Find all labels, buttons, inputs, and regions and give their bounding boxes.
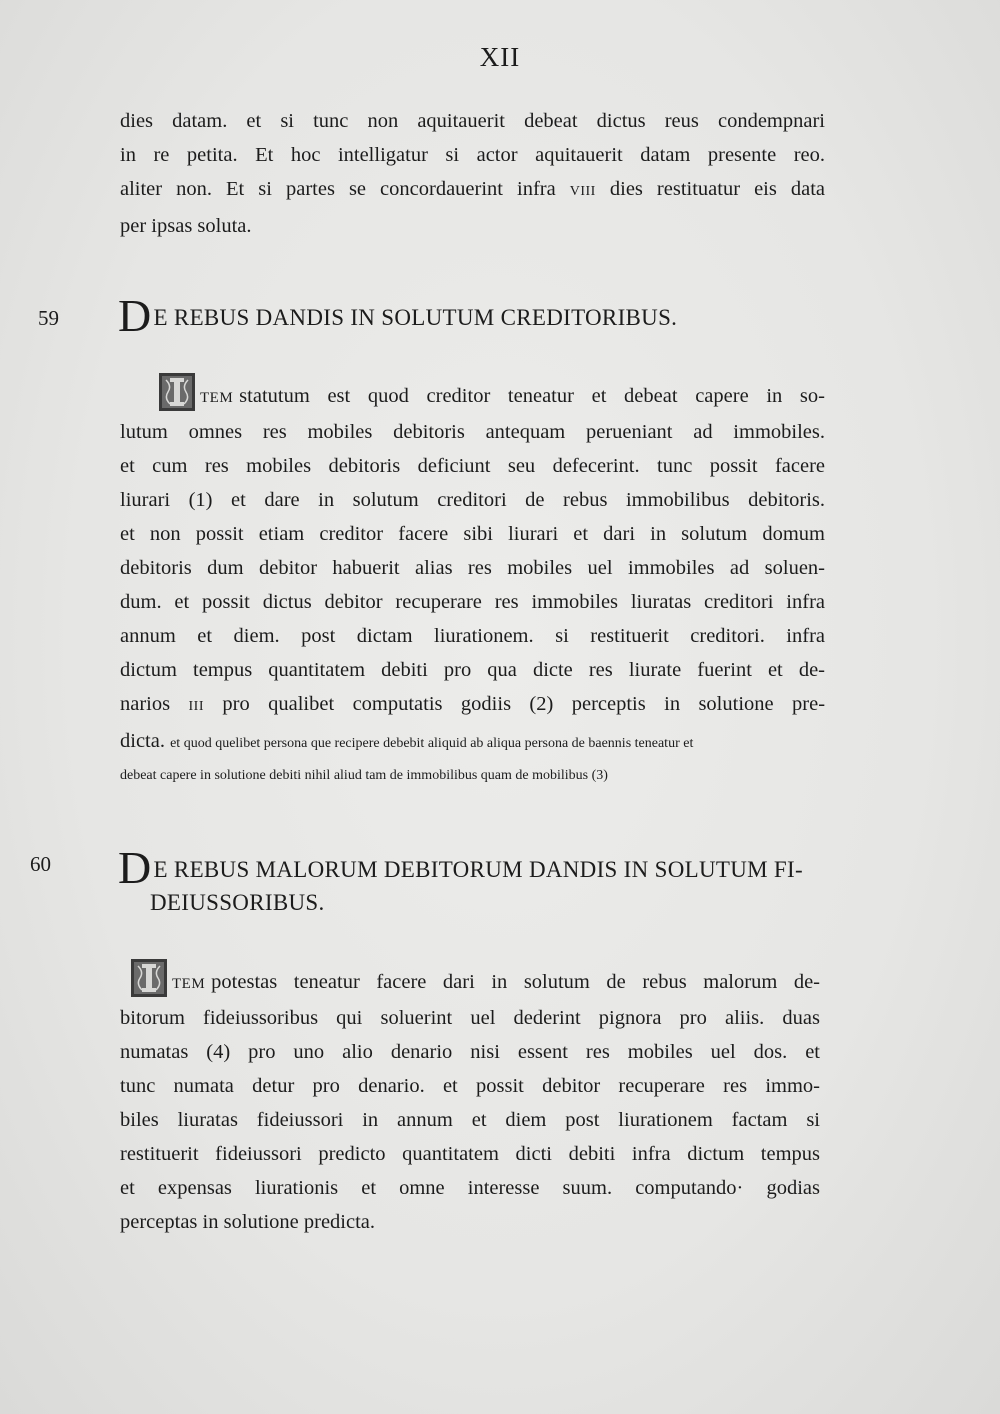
text-line: liurari (1) et dare in solutum creditori de rebus immobilibus debitoris. [120, 489, 825, 511]
heading-continuation: DEIUSSORIBUS. [150, 890, 325, 915]
text-line: aliter non. Et si partes se concordauerint infra VIII dies restituatur eis data [120, 178, 826, 200]
text-line: biles liuratas fideiussori in annum et diem post liurationem factam si [120, 1109, 820, 1131]
text-line: lutum omnes res mobiles debitoris antequam perueniant ad immobiles. [120, 421, 825, 443]
text-line: per ipsas soluta. [120, 215, 252, 237]
small-text-line: debeat capere in solutione debiti nihil aliud tam de immobilibus quam de mobilibus (3) [120, 768, 608, 783]
section-60-paragraph [120, 958, 820, 1239]
text-line: bitorum fideiussoribus qui soluerint uel dederint pignora pro aliis. duas [120, 1007, 820, 1029]
margin-number: 59 [38, 306, 59, 330]
text-line: perceptas in solutione predicta. [120, 1211, 376, 1233]
section-heading [118, 842, 838, 918]
text-line: TEM statutum est quod creditor teneatur et debeat capere in so- [120, 372, 825, 415]
text-line: dum. et possit dictus debitor recuperare res immobiles liuratas creditori infra [120, 591, 825, 613]
text-line: dicta. et quod quelibet persona que recipere debebit aliquid ab aliqua persona de baennis teneatur et [120, 730, 694, 752]
roman-numeral: VIII [569, 184, 596, 199]
text-line: numatas (4) pro uno alio denario nisi essent res mobiles uel dos. et [120, 1041, 820, 1063]
text-line: et expensas liurationis et omne interesse suum. computando· godias [120, 1177, 820, 1199]
decorated-initial-icon [158, 372, 196, 412]
text-line: tunc numata detur pro denario. et possit debitor recuperare res immo- [120, 1075, 820, 1097]
section-59-paragraph [120, 372, 825, 792]
text-line: in re petita. Et hoc intelligatur si actor aquitauerit datam presente reo. [120, 144, 825, 166]
initial-tail: TEM [200, 390, 234, 406]
text-line: annum et diem. post dictam liurationem. si restituerit creditori. infra [120, 625, 825, 647]
initial-tail: TEM [172, 976, 206, 992]
heading-initial: D [118, 842, 152, 893]
heading-initial: D [118, 290, 152, 341]
text-line: debitoris dum debitor habuerit alias res mobiles uel immobiles ad soluen- [120, 557, 825, 579]
section-heading [118, 290, 838, 341]
text-line: dies datam. et si tunc non aquitauerit debeat dictus reus condempnari [120, 110, 825, 132]
text-line: et non possit etiam creditor facere sibi liurari et dari in solutum domum [120, 523, 825, 545]
page-number: XII [479, 42, 521, 72]
text-line: dictum tempus quantitatem debiti pro qua dicte res liurate fuerint et de- [120, 659, 825, 681]
text-line: TEM potestas teneatur facere dari in solutum de rebus malorum de- [120, 958, 820, 1001]
roman-numeral: III [188, 699, 205, 714]
small-text: et quod quelibet persona que recipere debebit aliquid ab aliqua persona de baennis teneatur et [170, 736, 694, 751]
text-line: et cum res mobiles debitoris deficiunt seu defecerint. tunc possit facere [120, 455, 825, 477]
decorated-initial-icon [130, 958, 168, 998]
text-line: restituerit fideiussori predicto quantitatem dicti debiti infra dictum tempus [120, 1143, 820, 1165]
text-line: narios III pro qualibet computatis godiis (2) perceptis in solutione pre- [120, 693, 826, 715]
margin-number: 60 [30, 852, 51, 876]
heading-text: E REBUS DANDIS IN SOLUTUM CREDITORIBUS. [153, 305, 678, 330]
intro-paragraph [120, 104, 825, 243]
heading-text: E REBUS MALORUM DEBITORUM DANDIS IN SOLUTUM FI- [153, 857, 803, 882]
